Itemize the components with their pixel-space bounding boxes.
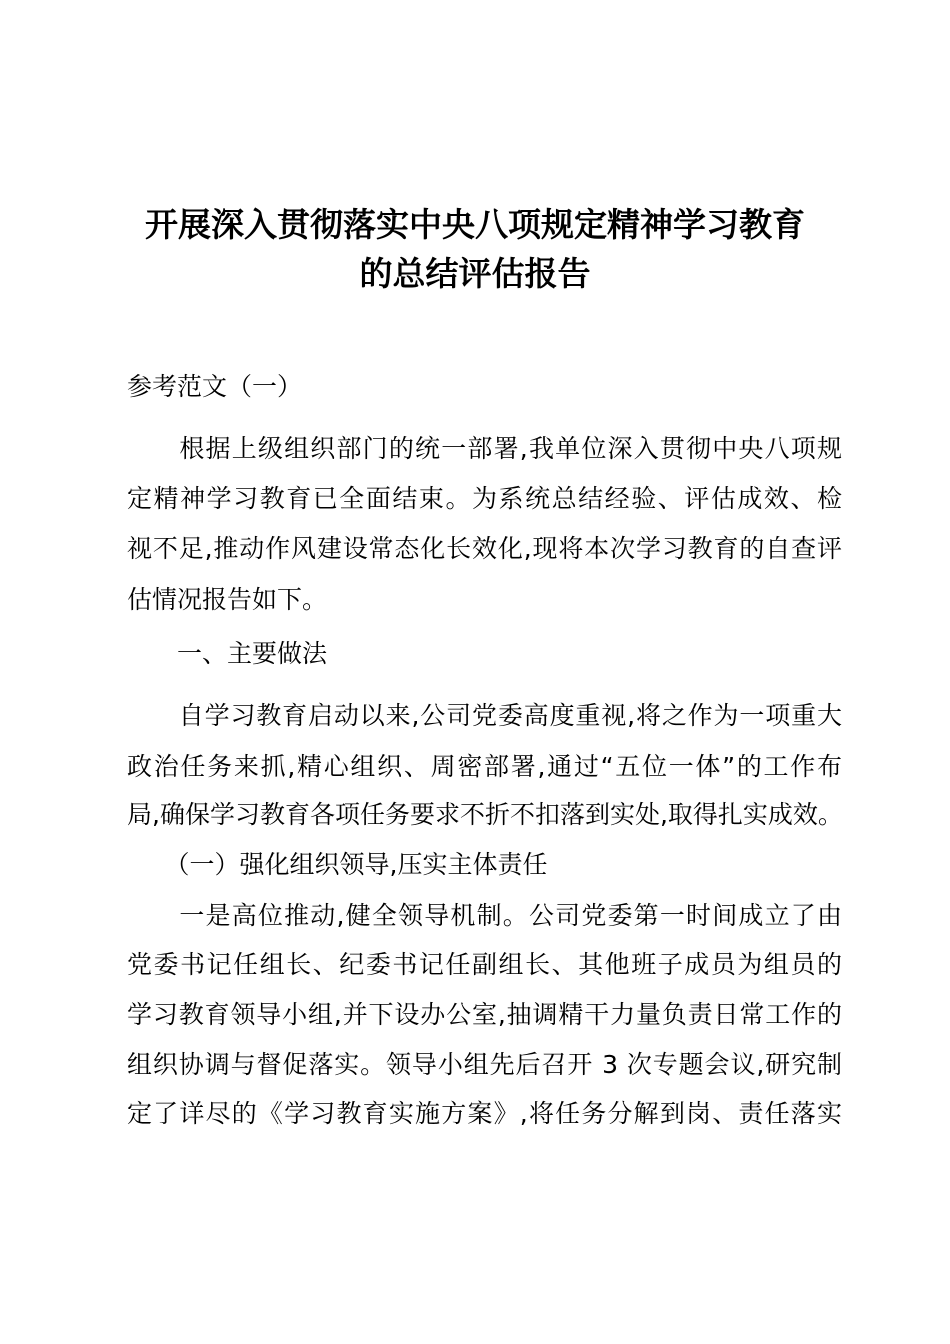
subsection-heading: （一）强化组织领导,压实主体责任 (127, 850, 548, 879)
paragraph-line: 估情况报告如下。 (127, 585, 328, 614)
section-heading: 一、主要做法 (127, 639, 328, 668)
subtitle: 参考范文（一） (127, 372, 303, 401)
paragraph-line: 自学习教育启动以来,公司党委高度重视,将之作为一项重大 (127, 701, 842, 730)
paragraph-line: 政治任务来抓,精心组织、周密部署,通过“五位一体”的工作布 (127, 752, 842, 781)
paragraph-line: 局,确保学习教育各项任务要求不折不扣落到实处,取得扎实成效。 (127, 800, 843, 829)
paragraph-line: 一是高位推动,健全领导机制。公司党委第一时间成立了由 (127, 901, 842, 930)
paragraph-line: 学习教育领导小组,并下设办公室,抽调精干力量负责日常工作的 (127, 1000, 842, 1029)
document-title-line-2: 的总结评估报告 (359, 254, 591, 293)
paragraph-line: 根据上级组织部门的统一部署,我单位深入贯彻中央八项规 (127, 434, 842, 463)
paragraph-line: 视不足,推动作风建设常态化长效化,现将本次学习教育的自查评 (127, 534, 842, 563)
paragraph-line: 定了详尽的《学习教育实施方案》,将任务分解到岗、责任落实 (127, 1099, 842, 1128)
paragraph-line: 党委书记任组长、纪委书记任副组长、其他班子成员为组员的 (127, 950, 842, 979)
paragraph-line: 组织协调与督促落实。领导小组先后召开 3 次专题会议,研究制 (127, 1050, 842, 1079)
document-title-line-1: 开展深入贯彻落实中央八项规定精神学习教育 (145, 205, 805, 244)
paragraph-line: 定精神学习教育已全面结束。为系统总结经验、评估成效、检 (127, 484, 842, 513)
